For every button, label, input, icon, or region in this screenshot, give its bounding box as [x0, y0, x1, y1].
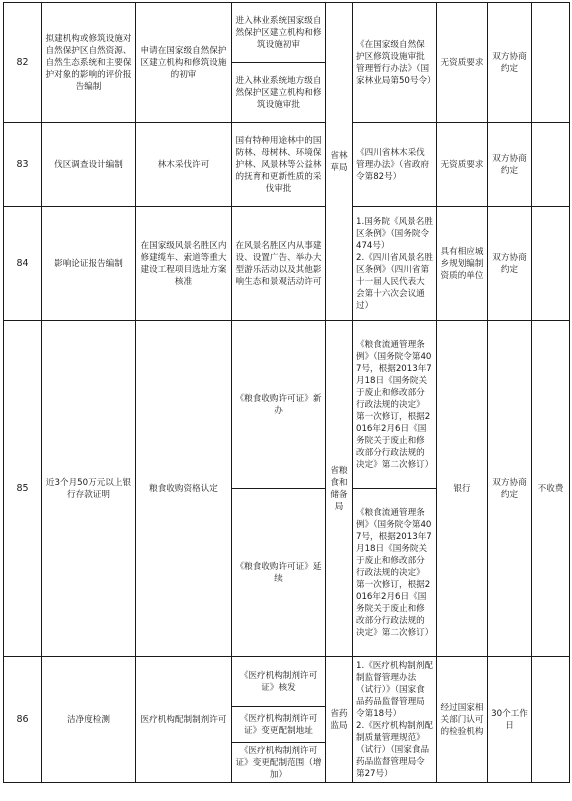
sub-item: 在风景名胜区内从事建设、设置广告、举办大型游乐活动以及其他影响生态和景观活动许可: [232, 207, 326, 321]
approval-item: 申请在国家级自然保护区建立机构和修筑设施的初审: [136, 3, 232, 123]
service-item: 伐区调查设计编制: [42, 123, 136, 207]
legal-basis: 《粮食流通管理条例》（国务院令第407号，根据2013年7月18日《国务院关于废止和修改部分行政法规的决定》第一次修订，根据2016年2月6日《国务院关于废止和修改部分行政法规的决定》第二次修订）: [353, 489, 437, 657]
sub-item: 《医疗机构制剂许可证》核发: [232, 657, 326, 707]
qualification: 无资质要求: [437, 123, 488, 207]
pricing: 双方协商约定: [488, 321, 532, 657]
sub-item: 《医疗机构制剂许可证》变更配制范围（增加）: [232, 743, 326, 783]
department: 省粮食和储备局: [326, 321, 353, 657]
department: 省林草局: [326, 3, 353, 321]
department: 省药监局: [326, 657, 353, 783]
fee: [532, 657, 570, 783]
service-item: 拟建机构或修筑设施对自然保护区自然资源、自然生态系统和主要保护对象的影响的评价报告编制: [42, 3, 136, 123]
row-number: 86: [4, 657, 42, 783]
fee: [532, 123, 570, 207]
approval-item: 林木采伐许可: [136, 123, 232, 207]
approval-item: 医疗机构配制制剂许可: [136, 657, 232, 783]
legal-basis: 《粮食流通管理条例》（国务院令第407号，根据2013年7月18日《国务院关于废止和修改部分行政法规的决定》第一次修订，根据2016年2月6日《国务院关于废止和修改部分行政法规的决定》第二次修订）: [353, 321, 437, 489]
legal-basis: 《四川省林木采伐管理办法》（省政府令第82号）: [353, 123, 437, 207]
table-row: [4, 3, 570, 63]
fee: [532, 207, 570, 321]
row-number: 83: [4, 123, 42, 207]
table-row: [4, 657, 570, 707]
qualification: 经过国家相关部门认可的检验机构: [437, 657, 488, 783]
table-row: [4, 123, 570, 207]
sub-item: 《医疗机构制剂许可证》变更配制地址: [232, 707, 326, 743]
pricing: 30个工作日: [488, 657, 532, 783]
qualification: 银行: [437, 321, 488, 657]
pricing: 双方协商约定: [488, 123, 532, 207]
approval-item: 在国家级风景名胜区内修建缆车、索道等重大建设工程项目选址方案核准: [136, 207, 232, 321]
sub-item: 《粮食收购许可证》延续: [232, 489, 326, 657]
sub-item: 国有特种用途林中的国防林、母树林、环境保护林、风景林等公益林的抚育和更新性质的采伐审批: [232, 123, 326, 207]
sub-item: 进入林业系统地方级自然保护区建立机构和修筑设施审批: [232, 63, 326, 123]
row-number: 85: [4, 321, 42, 657]
approval-item: 粮食收购资格认定: [136, 321, 232, 657]
service-item: 洁净度检测: [42, 657, 136, 783]
legal-basis: 1.国务院《风景名胜区条例》（国务院令474号） 2.《四川省风景名胜区条例》（四川省第十一届人民代表大会第十六次会议通过）: [353, 207, 437, 321]
legal-basis: 《在国家级自然保护区修筑设施审批管理暂行办法》（国家林业局第50号令）: [353, 3, 437, 123]
qualification: 具有相应城乡规划编制资质的单位: [437, 207, 488, 321]
table-row: [4, 207, 570, 321]
fee: [532, 3, 570, 123]
fee: 不收费: [532, 321, 570, 657]
legal-basis: 1.《医疗机构制剂配制监督管理办法（试行）》（国家食品药品监督管理局令第18号） 2.《医疗机构制剂配制质量管理规范》（试行）（国家食品药品监督管理局令第27号）: [353, 657, 437, 783]
table-row: [4, 321, 570, 489]
sub-item: 进入林业系统国家级自然保护区建立机构和修筑设施初审: [232, 3, 326, 63]
pricing: 双方协商约定: [488, 3, 532, 123]
row-number: 84: [4, 207, 42, 321]
sub-item: 《粮食收购许可证》新办: [232, 321, 326, 489]
service-table: [3, 2, 570, 783]
service-item: 影响论证报告编制: [42, 207, 136, 321]
row-number: 82: [4, 3, 42, 123]
qualification: 无资质要求: [437, 3, 488, 123]
service-item: 近3个月50万元以上银行存款证明: [42, 321, 136, 657]
pricing: 双方协商约定: [488, 207, 532, 321]
